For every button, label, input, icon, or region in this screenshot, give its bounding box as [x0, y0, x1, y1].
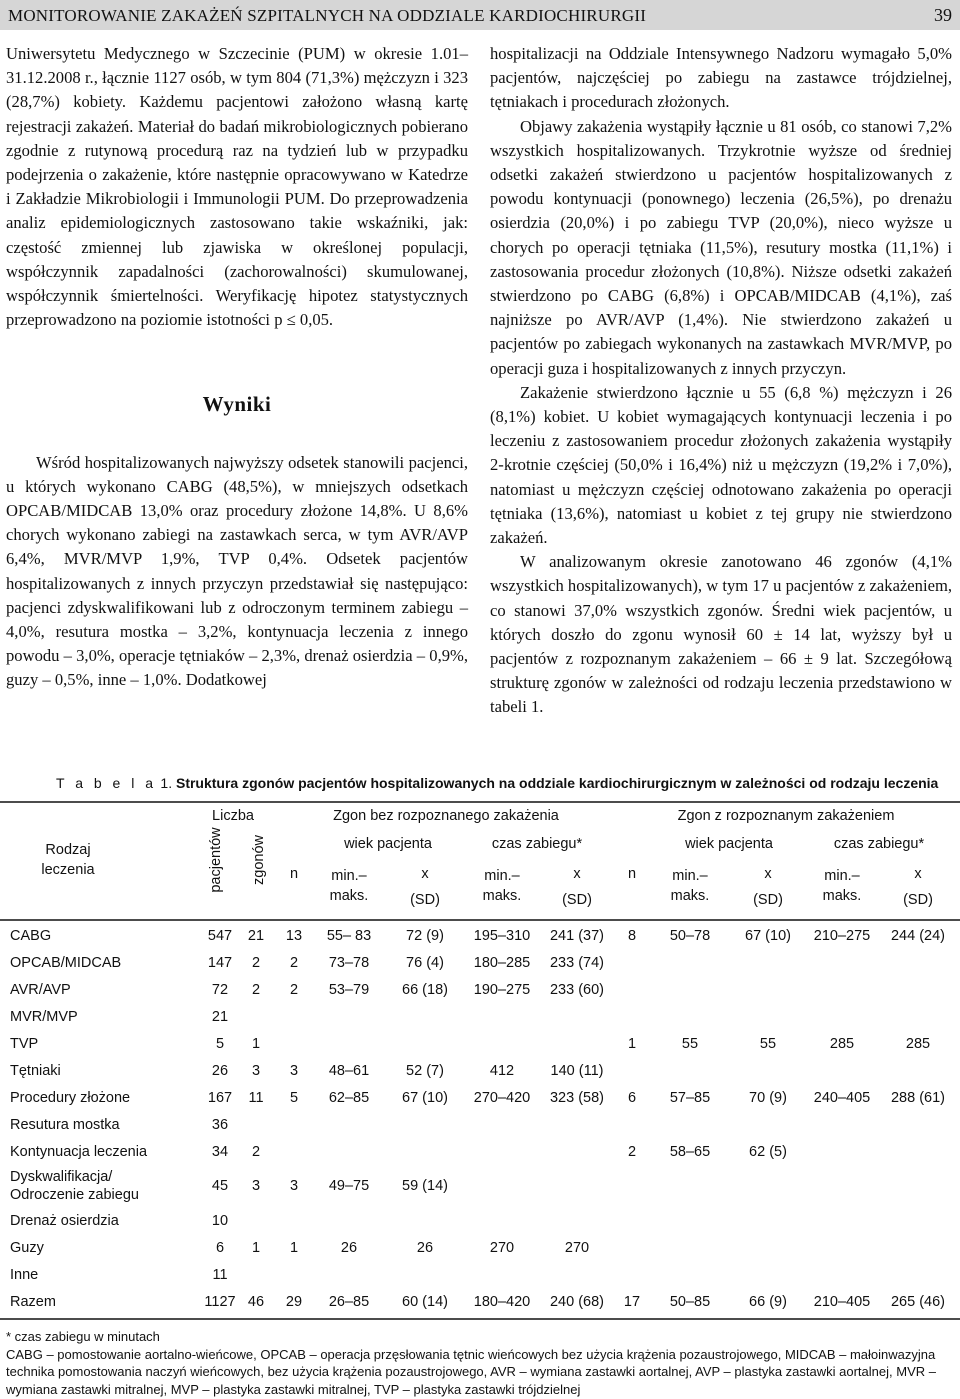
row-name: OPCAB/MIDCAB [10, 954, 122, 971]
table-cell: 76 (4) [406, 954, 444, 971]
header-min-3: min.– [672, 868, 708, 884]
header-zgonow: zgonów [251, 835, 267, 885]
table-cell: 3 [289, 1062, 299, 1079]
table-cell: 17 [623, 1293, 641, 1310]
table-cell: 2 [251, 954, 261, 971]
header-n-1: n [289, 866, 299, 882]
table-cell: 46 [247, 1293, 265, 1310]
header-x-2: x [573, 866, 581, 882]
table-cell: 11 [212, 1266, 228, 1283]
header-maks-1: maks. [329, 888, 369, 904]
table-cell: 59 (14) [402, 1178, 448, 1194]
table-cell: 547 [207, 927, 233, 944]
table-cell: 180–285 [473, 954, 531, 971]
row-name: CABG [10, 927, 52, 944]
table-cell: 73–78 [328, 954, 370, 971]
header-maks-4: maks. [822, 888, 862, 904]
table-cell: 5 [289, 1089, 299, 1106]
table-cell: 195–310 [473, 927, 531, 944]
page-number: 39 [934, 5, 952, 25]
table-cell: 62–85 [328, 1089, 370, 1106]
table-cell: 285 [829, 1035, 855, 1052]
table-cell: 34 [211, 1143, 229, 1160]
table-cell: 50–78 [669, 927, 711, 944]
table-rules [0, 800, 960, 1320]
header-czas-1: czas zabiegu* [491, 836, 583, 852]
table-cell: 412 [489, 1062, 515, 1079]
header-n-2: n [627, 866, 637, 882]
table-cell: 285 [905, 1035, 931, 1052]
table-cell: 3 [251, 1178, 261, 1194]
table-cell: 55– 83 [326, 927, 372, 944]
table-cell: 323 (58) [549, 1089, 605, 1106]
table-cell: 240–405 [813, 1089, 871, 1106]
note-asterisk: * czas zabiegu w minutach [6, 1329, 160, 1344]
table-cell: 167 [207, 1089, 233, 1106]
table-cell: 5 [215, 1035, 225, 1052]
table-cell: 45 [211, 1178, 229, 1194]
table-cell: 26 [211, 1062, 229, 1079]
table-caption-number: 1. [160, 775, 173, 791]
paragraph-results-4: Zakażenie stwierdzono łącznie u 55 (6,8 %) mężczyzn i 26 (8,1%) kobiet. U kobiet wymagających kontynuacji leczenia i po leczeniu z zastosowaniem procedur złożonych zakażenia wystąpiły 2-krotnie częściej (50,0% i 16,4%) niż u mężczyzn (19,2% i 7,0%), natomiast u mężczyzn częściej odnotowano zakażenia po operacji tętniaka (13,6%), natomiast u kobiet z tej grupy nie stwierdzono zakażeń. [490, 382, 952, 548]
table-cell: 270 [489, 1239, 515, 1256]
table-cell: 52 (7) [406, 1062, 444, 1079]
table-cell: 1 [251, 1035, 261, 1052]
table-cell: 1127 [204, 1293, 236, 1310]
table-cell: 36 [211, 1116, 229, 1133]
table-cell: 50–85 [669, 1293, 711, 1310]
row-name-line2: Odroczenie zabiegu [10, 1187, 139, 1203]
header-x-1: x [421, 866, 429, 882]
table-cell: 2 [289, 954, 299, 971]
running-title: MONITOROWANIE ZAKAŻEŃ SZPITALNYCH NA ODDZIALE KARDIOCHIRURGII [8, 6, 647, 25]
table-cell: 2 [289, 981, 299, 998]
table-caption-text: Struktura zgonów pacjentów hospitalizowanych na oddziale kardiochirurgicznym w zależności od rodzaju leczenia [175, 775, 939, 791]
row-name: MVR/MVP [10, 1008, 78, 1025]
row-name: TVP [10, 1035, 39, 1052]
table-notes [6, 1328, 956, 1398]
table-cell: 10 [211, 1212, 229, 1229]
header-leczenia: leczenia [41, 862, 95, 878]
table-caption [56, 775, 938, 791]
header-min-4: min.– [824, 868, 860, 884]
table-cell: 210–405 [813, 1293, 871, 1310]
header-x-3: x [764, 866, 772, 882]
table-cell: 21 [211, 1008, 229, 1025]
table-cell: 3 [251, 1062, 261, 1079]
paragraph-methods: Uniwersytetu Medycznego w Szczecinie (PUM) w okresie 1.01–31.12.2008 r., łącznie 1127 osób, w tym 804 (71,3%) mężczyzn i 323 (28,7%) kobiety. Każdemu pacjentowi założono własną kartę rejestracji zakażeń. Materiał do badań mikrobiologicznych pobierano zgodnie z rutynową procedurą raz na tydzień lub w przypadku podejrzenia o zakażenie, które następnie opracowywano w Katedrze i Zakładzie Mikrobiologii i Immunologii PUM. Do przeprowadzenia analiz epidemiologicznych zastosowano takie wskaźniki, jak: częstość zmiennej lub zjawiska w określonej populacji, współczynnik zapadalności (zachorowalności) skumulowanej, współczynnik śmiertelności. Weryfikację hipotez statystycznych przeprowadzono na poziomie istotności p ≤ 0,05. [6, 44, 468, 330]
table-cell: 244 (24) [890, 927, 946, 944]
row-name: AVR/AVP [10, 981, 71, 998]
header-zgon-z: Zgon z rozpoznanym zakażeniem [677, 808, 895, 824]
table-cell: 1 [289, 1239, 299, 1256]
table-cell: 72 [211, 981, 229, 998]
table-cell: 233 (60) [549, 981, 605, 998]
table-cell: 67 (10) [745, 927, 791, 944]
row-name: Tętniaki [10, 1062, 61, 1079]
table-cell: 270–420 [473, 1089, 531, 1106]
paragraph-results-5: W analizowanym okresie zanotowano 46 zgonów (4,1% wszystkich hospitalizowanych), w tym 17 u pacjentów z zakażeniem, co stanowi 37,0% wszystkich zgonów. Średni wiek pacjentów, u których doszło do zgonu wynosił 60 ± 14 lat, wyższy był u pacjentów z rozpoznanym zakażeniem – 66 ± 9 lat. Szczegółową strukturę zgonów w zależności od rodzaju leczenia przedstawiono w tabeli 1. [490, 552, 952, 717]
table-cell: 3 [289, 1178, 299, 1194]
note-abbreviations: CABG – pomostowanie aortalno-wieńcowe, OPCAB – operacja przęsłowania tętnic wieńcowych bez użycia krążenia pozaustrojowego, MIDCAB – małoinwazyjna technika pomostowania naczyń wieńcowych, bez użycia krążenia pozaustrojowego, AVR – wymiana zastawki aortalnej, AVP – plastyka zastawki aortalnej, MVR – wymiana zastawki mitralnej, MVP – plastyka zastawki mitralnej, TVP – plastyka zastawki trójdzielnej [6, 1346, 936, 1397]
table-cell: 26 [340, 1239, 358, 1256]
header-pacjentow: pacjentów [208, 827, 224, 893]
table-cell: 8 [627, 927, 637, 944]
paragraph-results-3: Objawy zakażenia wystąpiły łącznie u 81 osób, co stanowi 7,2% wszystkich hospitalizowanych. Trzykrotnie wyższe od średniej odsetki zakażeń stwierdzono u pacjentów hospitalizowanych z powodu kontynuacji (ponownego) leczenia (26,5%), po drenażu osierdzia (20,0%) i po zabiegu TVP (20,0%), nieco wyższe u chorych po operacji tętniaka (11,5%), resutury mostka (11,1%) i zastosowania procedur złożonych (10,8%). Niższe odsetki zakażeń stwierdzono po CABG (6,8%) i OPCAB/MIDCAB (4,1%), zaś najniższe po AVR/AVP (1,4%). Nie stwierdzono zakażeń u pacjentów po zabiegach wykonanych na zastawkach MVR/MVP, po operacji guza i hospitalizowanych z innych przyczyn. [490, 116, 952, 378]
table-cell: 26–85 [328, 1293, 370, 1310]
table-cell: 62 (5) [749, 1143, 787, 1160]
table-cell: 21 [247, 927, 265, 944]
table-cell: 60 (14) [402, 1293, 448, 1310]
table-cell: 29 [285, 1293, 303, 1310]
table-cell: 241 (37) [549, 927, 605, 944]
header-wiek-2: wiek pacjenta [685, 836, 773, 852]
table-cell: 210–275 [813, 927, 871, 944]
table-cell: 57–85 [669, 1089, 711, 1106]
header-zgon-bez: Zgon bez rozpoznanego zakażenia [333, 808, 559, 824]
paragraph-results-2: hospitalizacji na Oddziale Intensywnego Nadzoru wymagało 5,0% pacjentów, najczęściej po zabiegu na zastawce trójdzielnej, tętniakach i procedurach złożonych. [490, 44, 952, 112]
table-cell: 240 (68) [549, 1293, 605, 1310]
table-cell: 180–420 [473, 1293, 531, 1310]
row-name: Drenaż osierdzia [10, 1212, 119, 1229]
running-header [0, 0, 960, 30]
paragraph-results-1: Wśród hospitalizowanych najwyższy odsetek stanowili pacjenci, u których wykonano CABG (48,5%), w mniejszych odsetkach OPCAB/MIDCAB 13,0% oraz procedury złożone 14,8%. U 8,6% chorych wykonano zabiegi na zastawkach serca, w tym AVR/AVP 6,4%, MVR/MVP 1,9%, TVP 0,4%. Odsetek pacjentów hospitalizowanych z innych przyczyn przedstawiał się następująco: pacjenci zdyskwalifikowani lub z odroczonym terminem zabiegu – 4,0%, resutura mostka – 3,2%, kontynuacja leczenia z innego powodu – 3,0%, operacje tętniaków – 2,3%, drenaż osierdzia – 0,9%, guzy – 0,5%, inne – 1,0%. Dodatkowej [6, 452, 468, 690]
table-cell: 48–61 [328, 1062, 370, 1079]
header-sd-1: (SD) [410, 892, 440, 908]
table-cell: 147 [207, 954, 233, 971]
table-cell: 1 [627, 1035, 637, 1052]
table-cell: 66 (18) [402, 981, 448, 998]
table-cell: 6 [215, 1239, 225, 1256]
header-sd-2: (SD) [562, 892, 592, 908]
header-maks-2: maks. [482, 888, 522, 904]
table-cell: 6 [627, 1089, 637, 1106]
table-cell: 26 [416, 1239, 434, 1256]
header-maks-3: maks. [670, 888, 710, 904]
header-min-1: min.– [331, 868, 367, 884]
table-cell: 49–75 [328, 1178, 370, 1194]
header-liczba: Liczba [212, 808, 254, 824]
deaths-table [0, 800, 960, 1320]
header-rodzaj: Rodzaj [45, 842, 91, 858]
header-sd-3: (SD) [753, 892, 783, 908]
table-cell: 66 (9) [749, 1293, 787, 1310]
table-cell: 58–65 [669, 1143, 711, 1160]
table-cell: 70 (9) [749, 1089, 787, 1106]
table-cell: 67 (10) [402, 1089, 448, 1106]
table-cell: 72 (9) [406, 927, 444, 944]
row-name: Resutura mostka [10, 1116, 120, 1133]
row-name: Procedury złożone [10, 1089, 131, 1106]
section-heading-results: Wyniki [202, 392, 272, 417]
header-min-2: min.– [484, 868, 520, 884]
table-cell: 1 [251, 1239, 261, 1256]
table-cell: 270 [564, 1239, 590, 1256]
header-czas-2: czas zabiegu* [833, 836, 925, 852]
header-x-4: x [914, 866, 922, 882]
row-name: Kontynuacja leczenia [10, 1143, 148, 1160]
row-name: Razem [10, 1293, 56, 1310]
right-column [490, 42, 952, 720]
row-name: Inne [10, 1266, 39, 1283]
table-cell: 55 [759, 1035, 777, 1052]
table-cell: 288 (61) [890, 1089, 946, 1106]
table-cell: 140 (11) [550, 1062, 604, 1079]
table-cell: 55 [681, 1035, 699, 1052]
row-name: Guzy [10, 1239, 44, 1256]
table-cell: 2 [627, 1143, 637, 1160]
table-cell: 53–79 [328, 981, 370, 998]
table-cell: 13 [285, 927, 303, 944]
header-wiek-1: wiek pacjenta [344, 836, 432, 852]
table-cell: 190–275 [473, 981, 531, 998]
table-cell: 11 [248, 1089, 264, 1106]
header-sd-4: (SD) [903, 892, 933, 908]
table-cell: 2 [251, 981, 261, 998]
table-caption-label: T a b e l a [56, 775, 157, 791]
row-name: Dyskwalifikacja/ [10, 1169, 113, 1185]
left-column [6, 42, 468, 693]
table-cell: 265 (46) [890, 1293, 946, 1310]
table-cell: 2 [251, 1143, 261, 1160]
table-cell: 233 (74) [549, 954, 605, 971]
